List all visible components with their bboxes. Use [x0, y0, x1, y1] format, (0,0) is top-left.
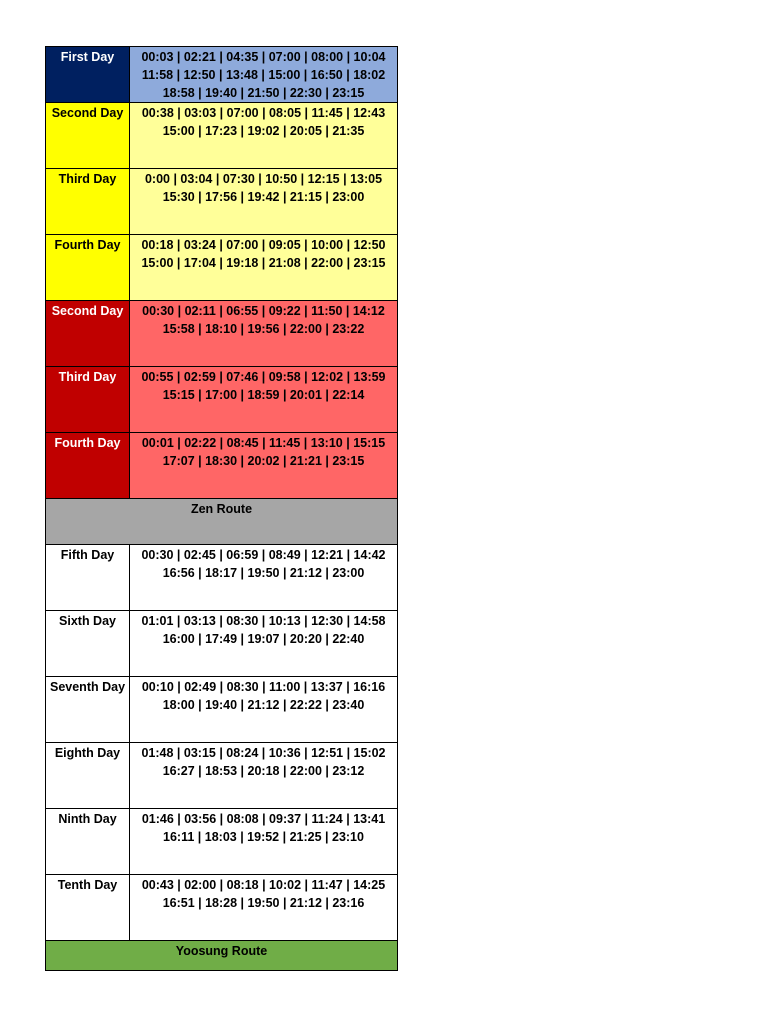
time-line: 00:01 | 02:22 | 08:45 | 11:45 | 13:10 | 15:15 [141, 436, 386, 450]
table-row[interactable] [46, 545, 398, 611]
time-line: 16:00 | 17:49 | 19:07 | 20:20 | 22:40 [162, 632, 365, 646]
day-label: Second Day [46, 103, 130, 169]
time-line: 00:38 | 03:03 | 07:00 | 08:05 | 11:45 | 12:43 [141, 106, 386, 120]
table-row[interactable] [46, 367, 398, 433]
time-line: 15:30 | 17:56 | 19:42 | 21:15 | 23:00 [162, 190, 365, 204]
time-line: 15:15 | 17:00 | 18:59 | 20:01 | 22:14 [162, 388, 365, 402]
time-cell [130, 103, 398, 169]
route-label: Yoosung Route [46, 941, 398, 971]
time-line: 00:30 | 02:11 | 06:55 | 09:22 | 11:50 | 14:12 [142, 304, 385, 318]
table-row[interactable] [46, 743, 398, 809]
table-row[interactable] [46, 875, 398, 941]
day-label: Third Day [46, 169, 130, 235]
time-line: 16:27 | 18:53 | 20:18 | 22:00 | 23:12 [162, 764, 365, 778]
table-row[interactable] [46, 169, 398, 235]
time-cell [130, 47, 398, 103]
time-line: 00:30 | 02:45 | 06:59 | 08:49 | 12:21 | 14:42 [141, 548, 386, 562]
time-line: 00:10 | 02:49 | 08:30 | 11:00 | 13:37 | 16:16 [141, 680, 386, 694]
time-line: 00:43 | 02:00 | 08:18 | 10:02 | 11:47 | 14:25 [141, 878, 386, 892]
schedule-table [45, 46, 398, 971]
day-label: Ninth Day [46, 809, 130, 875]
time-line: 16:11 | 18:03 | 19:52 | 21:25 | 23:10 [163, 830, 364, 844]
day-label: Eighth Day [46, 743, 130, 809]
time-cell [130, 875, 398, 941]
time-cell [130, 169, 398, 235]
table-row[interactable] [46, 103, 398, 169]
time-line: 01:01 | 03:13 | 08:30 | 10:13 | 12:30 | 14:58 [141, 614, 386, 628]
day-label: Fourth Day [46, 433, 130, 499]
chat-times-spreadsheet [45, 46, 396, 971]
time-line: 15:58 | 18:10 | 19:56 | 22:00 | 23:22 [162, 322, 365, 336]
time-cell [130, 433, 398, 499]
table-row[interactable] [46, 47, 398, 103]
time-cell [130, 367, 398, 433]
time-line: 01:46 | 03:56 | 08:08 | 09:37 | 11:24 | 13:41 [141, 812, 386, 826]
time-line: 00:18 | 03:24 | 07:00 | 09:05 | 10:00 | 12:50 [141, 238, 386, 252]
time-line: 15:00 | 17:04 | 19:18 | 21:08 | 22:00 | 23:15 [141, 256, 386, 270]
table-row[interactable] [46, 301, 398, 367]
day-label: Third Day [46, 367, 130, 433]
time-line: 15:00 | 17:23 | 19:02 | 20:05 | 21:35 [162, 124, 365, 138]
time-cell [130, 611, 398, 677]
table-row[interactable] [46, 235, 398, 301]
time-line: 11:58 | 12:50 | 13:48 | 15:00 | 16:50 | 18:02 [141, 68, 386, 82]
day-label: Sixth Day [46, 611, 130, 677]
day-label: Fourth Day [46, 235, 130, 301]
time-line: 01:48 | 03:15 | 08:24 | 10:36 | 12:51 | 15:02 [141, 746, 386, 760]
table-row[interactable] [46, 677, 398, 743]
time-line: 18:00 | 19:40 | 21:12 | 22:22 | 23:40 [162, 698, 365, 712]
time-line: 18:58 | 19:40 | 21:50 | 22:30 | 23:15 [162, 86, 365, 100]
day-label: Fifth Day [46, 545, 130, 611]
table-row[interactable] [46, 611, 398, 677]
table-row[interactable] [46, 809, 398, 875]
time-line: 16:51 | 18:28 | 19:50 | 21:12 | 23:16 [162, 896, 365, 910]
time-line: 00:03 | 02:21 | 04:35 | 07:00 | 08:00 | 10:04 [141, 50, 386, 64]
time-cell [130, 809, 398, 875]
day-label: Second Day [46, 301, 130, 367]
time-line: 16:56 | 18:17 | 19:50 | 21:12 | 23:00 [162, 566, 365, 580]
route-divider-yoosung [46, 941, 398, 971]
table-row[interactable] [46, 433, 398, 499]
route-divider-zen [46, 499, 398, 545]
route-label: Zen Route [46, 499, 398, 545]
time-line: 0:00 | 03:04 | 07:30 | 10:50 | 12:15 | 13:05 [144, 172, 383, 186]
time-cell [130, 677, 398, 743]
time-cell [130, 301, 398, 367]
time-cell [130, 235, 398, 301]
day-label: Seventh Day [46, 677, 130, 743]
time-line: 00:55 | 02:59 | 07:46 | 09:58 | 12:02 | 13:59 [141, 370, 386, 384]
time-cell [130, 743, 398, 809]
day-label: Tenth Day [46, 875, 130, 941]
time-cell [130, 545, 398, 611]
day-label: First Day [46, 47, 130, 103]
time-line: 17:07 | 18:30 | 20:02 | 21:21 | 23:15 [162, 454, 365, 468]
